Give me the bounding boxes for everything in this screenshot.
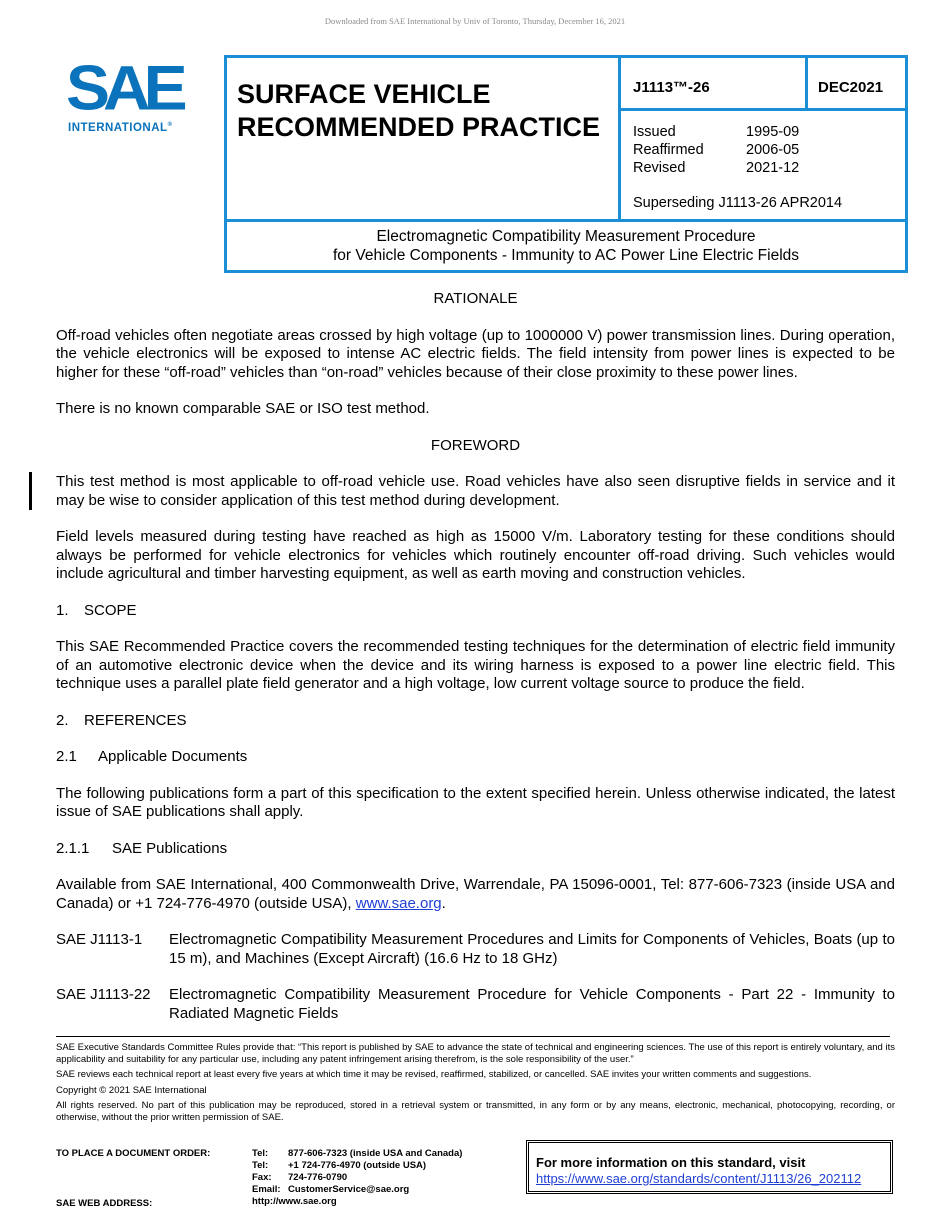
order-contacts: Tel: 877-606-7323 (inside USA and Canada) Tel: +1 724-776-4970 (outside USA) Fax: 724-776-0790 Email: CustomerService@sae.org http://www.sae.org: [252, 1148, 463, 1207]
section-heading-applicable-documents: 2.1 Applicable Documents: [56, 748, 248, 765]
section-heading-references: 2. REFERENCES: [56, 711, 187, 729]
section-heading-sae-publications: 2.1.1 SAE Publications: [56, 839, 228, 857]
sae-logo: [66, 52, 196, 138]
document-date-cell: [808, 58, 905, 111]
document-date: DEC2021: [818, 79, 884, 96]
standard-info-link[interactable]: https://www.sae.org/standards/content/J1113/26_202112: [536, 1171, 862, 1186]
customer-service-email[interactable]: CustomerService@sae.org: [288, 1184, 410, 1195]
change-bar: [29, 472, 32, 510]
sae-logo-subtitle: INTERNATIONAL®: [68, 122, 173, 134]
rules-note: SAE Executive Standards Committee Rules provide that: “This report is published by SAE to advance the state of technical and engineering sciences. The use of this report is entirely voluntary, and its applicability and suitability for any particular use, including any patent infringement arising therefrom, is the sole responsibility of the user.”: [56, 1042, 895, 1065]
more-info-title: For more information on this standard, visit: [536, 1155, 806, 1170]
sae-web-address[interactable]: http://www.sae.org: [252, 1196, 337, 1207]
review-note: SAE reviews each technical report at least every five years at which time it may be revised, reaffirmed, stabilized, or cancelled. SAE invites your written comments and suggestions.: [56, 1069, 812, 1080]
download-notice: Downloaded from SAE International by Univ of Toronto, Thursday, December 16, 2021: [324, 16, 626, 26]
foreword-heading: FOREWORD: [430, 436, 521, 454]
rationale-paragraph: Off-road vehicles often negotiate areas crossed by high voltage (up to 1000000 V) power transmission lines. During operation, the vehicle electronics will be exposed to intense AC electric fields. The field intensity from power lines is expected to be higher for these “off-road” vehicles than “on-road” vehicles because of their close proximity to these power lines.: [56, 326, 895, 381]
copyright: Copyright © 2021 SAE International: [56, 1084, 207, 1096]
reference-item: SAE J1113-22 Electromagnetic Compatibility Measurement Procedure for Vehicle Components - Part 22 - Immunity to Radiated Magnetic Fields: [56, 986, 895, 1022]
scope-paragraph: This SAE Recommended Practice covers the recommended testing techniques for the determination of electric field immunity of an automotive electronic device when the device and its wiring harness is exposed to a power line electric field. This technique uses a parallel plate field generator and a high voltage, low current voltage source to produce the field.: [56, 638, 895, 692]
more-info-box: [526, 1140, 893, 1194]
document-body: [56, 290, 895, 1041]
document-type-title: SURFACE VEHICLE RECOMMENDED PRACTICE: [237, 79, 601, 142]
sae-website-link[interactable]: www.sae.org: [355, 894, 442, 912]
document-id: J1113™-26: [633, 79, 710, 96]
document-id-cell: [621, 58, 808, 111]
section-heading-scope: 1. SCOPE: [56, 601, 137, 619]
rationale-heading: RATIONALE: [433, 290, 518, 307]
header-divider: [227, 219, 905, 222]
history-dates: Issued 1995-09 Reaffirmed 2006-05 Revised 2021-12: [633, 124, 800, 176]
footer-notes: [56, 1042, 895, 1127]
sae-logo-mark: SAE: [66, 52, 181, 123]
document-header-box: [224, 55, 908, 273]
order-label: TO PLACE A DOCUMENT ORDER:: [56, 1148, 211, 1159]
reference-item: SAE J1113-1 Electromagnetic Compatibility Measurement Procedures and Limits for Components of Vehicles, Boats (up to 15 m), and Machines (Except Aircraft) (16.6 Hz to 18 GHz): [56, 931, 895, 967]
document-subtitle: Electromagnetic Compatibility Measurement Procedure for Vehicle Components - Immunity to AC Power Line Electric Fields: [332, 228, 800, 264]
foreword-paragraph: This test method is most applicable to off-road vehicle use. Road vehicles have also seen disruptive fields in service and it may be wise to consider application of this test method during development.: [56, 473, 895, 509]
web-address-label: SAE WEB ADDRESS:: [56, 1198, 153, 1209]
title-cell: [227, 58, 621, 219]
foreword-paragraph: Field levels measured during testing have reached as high as 15000 V/m. Laboratory testing for these conditions should always be performed for vehicle electronics for vehicles which routinely encounter off-road driving. Such vehicles would include agricultural and timber harvesting equipment, as well as earth moving and construction vehicles.: [56, 528, 895, 582]
availability-paragraph: Available from SAE International, 400 Commonwealth Drive, Warrendale, PA 15096-0001, Tel: 877-606-7323 (inside USA and Canada) or +1 724-776-4970 (outside USA), www.sae.org.: [56, 876, 895, 912]
superseding-note: Superseding J1113-26 APR2014: [633, 195, 843, 211]
rationale-paragraph: There is no known comparable SAE or ISO test method.: [56, 400, 430, 417]
rights-note: All rights reserved. No part of this publication may be reproduced, stored in a retrieval system or transmitted, in any form or by any means, electronic, mechanical, photocopying, recording, or otherwise, without the prior written permission of SAE.: [56, 1100, 895, 1123]
footer-divider: [56, 1036, 890, 1037]
applicable-paragraph: The following publications form a part of this specification to the extent specified herein. Unless otherwise indicated, the latest issue of SAE publications shall apply.: [56, 784, 895, 820]
